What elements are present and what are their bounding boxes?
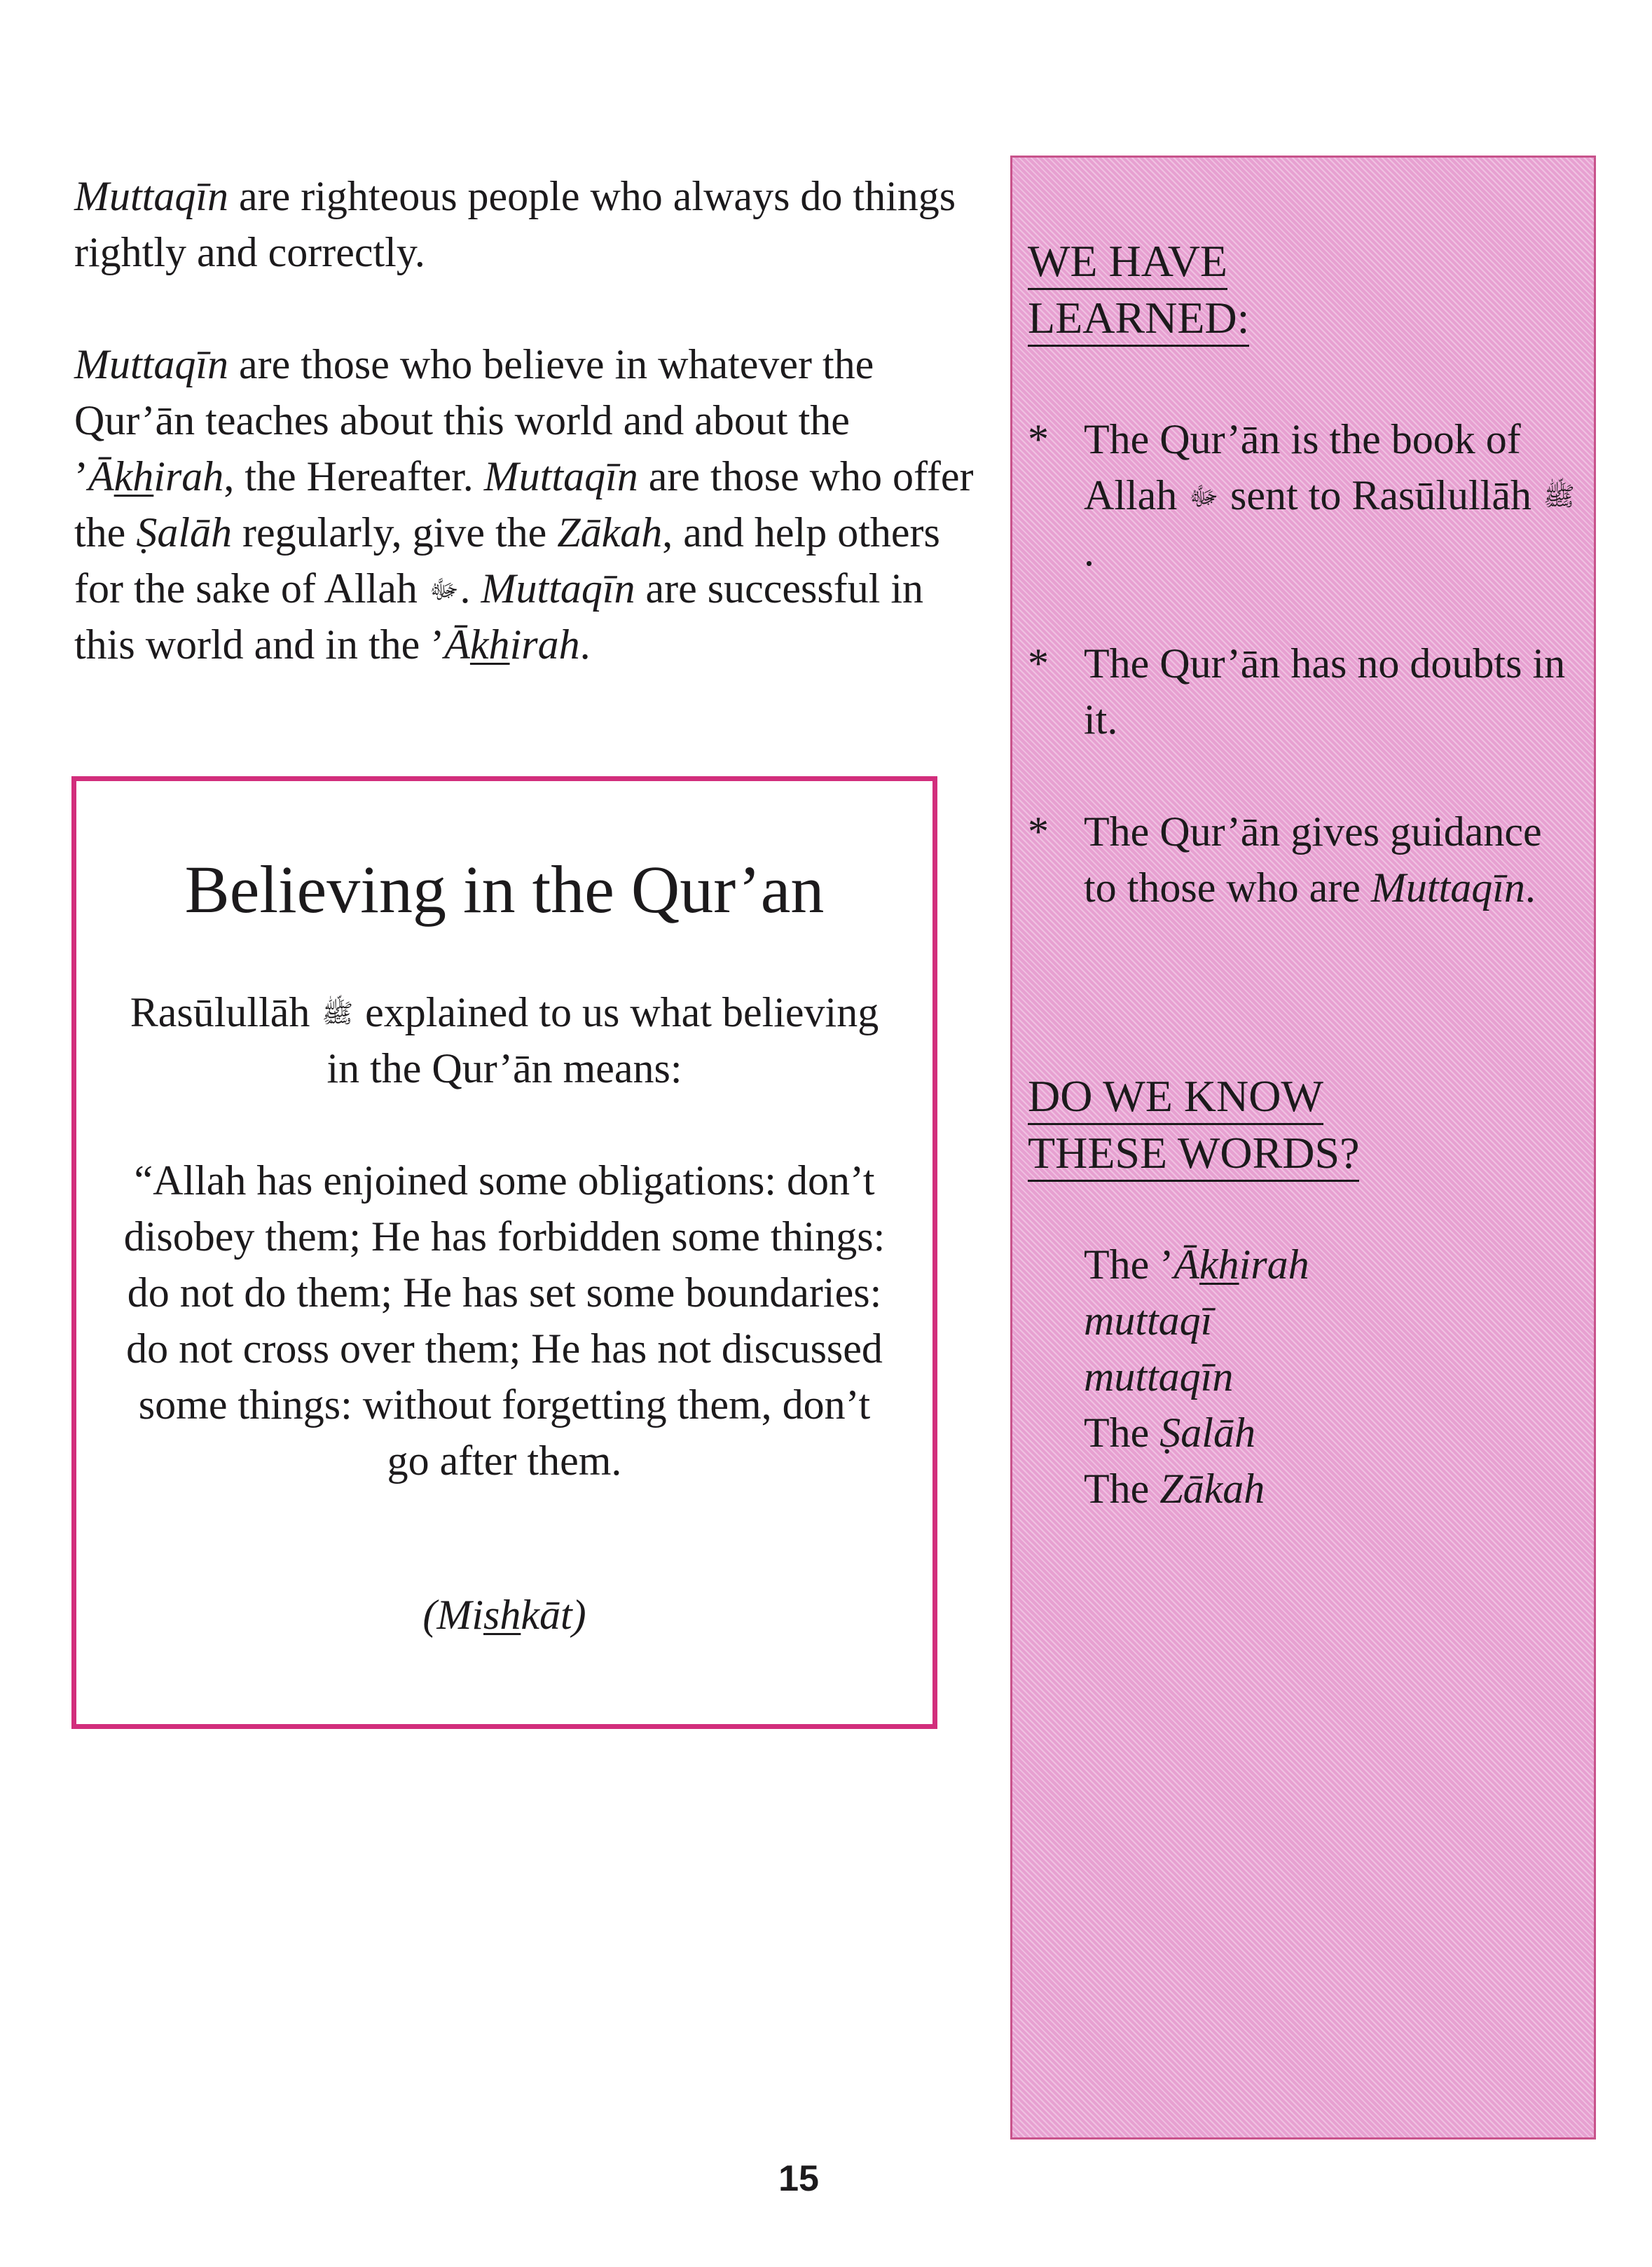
intro-text: Rasūlullāh — [130, 989, 321, 1035]
paragraph-text: , and help others for the sake of Allah — [74, 509, 940, 612]
box-title: Believing in the Qur’an — [184, 852, 825, 927]
bullet-star: * — [1028, 808, 1049, 855]
paragraph-text: are those who believe in whatever the Qur’ān teaches about this world and about the ’ — [74, 341, 874, 499]
list-item — [1028, 804, 1580, 916]
term-muttaqin: Muttaqīn — [74, 341, 228, 387]
honorific-prophet: ﷺ — [1543, 481, 1575, 512]
list-item — [1028, 635, 1580, 747]
item-text: The Qur’ān has no doubts in it. — [1084, 640, 1566, 743]
item-text: . — [1524, 864, 1536, 911]
honorific-prophet: ﷺ — [322, 998, 354, 1029]
learned-list — [1028, 411, 1580, 916]
term-muttaqin: Muttaqīn — [483, 453, 638, 499]
source-part: (Mi — [422, 1592, 483, 1638]
summary-sidebar — [1010, 156, 1596, 2139]
paragraph-text: . — [579, 621, 591, 668]
source-part: sh — [483, 1592, 521, 1638]
term-muttaqin: Muttaqīn — [1370, 864, 1525, 911]
bullet-star: * — [1028, 416, 1049, 462]
vocab-item — [1084, 1293, 1309, 1349]
item-text: sent to Rasūlullāh — [1220, 472, 1542, 518]
box-intro — [118, 984, 890, 1096]
paragraph-description — [74, 336, 985, 673]
term-zakah: Zākah — [557, 509, 663, 556]
heading-line: WE HAVE — [1028, 235, 1227, 290]
paragraph-text: , the Hereafter. — [223, 453, 484, 499]
heading-we-have-learned — [1028, 233, 1249, 347]
vocab-item — [1084, 1461, 1309, 1517]
hadith-box — [71, 776, 937, 1729]
term-part: Ā — [444, 621, 470, 668]
vocab-text: Zākah — [1159, 1466, 1265, 1512]
term-part: irah — [153, 453, 224, 499]
main-text — [74, 168, 985, 673]
list-item — [1028, 411, 1580, 579]
term-muttaqin: Muttaqīn — [481, 565, 635, 612]
vocab-text: Ṣalāh — [1159, 1410, 1255, 1456]
paragraph-text: . — [460, 565, 481, 612]
vocab-text: The — [1084, 1410, 1160, 1456]
paragraph-text: are those who offer the — [74, 453, 974, 556]
item-text: . — [1084, 528, 1094, 574]
honorific-allah: ﷻ — [1189, 481, 1219, 512]
source-part: kāt) — [521, 1592, 586, 1638]
vocab-item — [1084, 1349, 1309, 1405]
vocab-text: muttaqī — [1084, 1297, 1213, 1344]
item-text: The Qur’ān is the book of Allah — [1084, 416, 1521, 518]
vocab-item — [1084, 1236, 1309, 1293]
term-akhirah — [88, 453, 223, 499]
vocab-text: muttaqīn — [1084, 1353, 1234, 1400]
vocab-text: The — [1084, 1466, 1160, 1512]
term-muttaqin: Muttaqīn — [74, 173, 228, 219]
term-part: Ā — [1173, 1241, 1199, 1288]
term-part: irah — [509, 621, 580, 668]
heading-line: LEARNED: — [1028, 291, 1249, 347]
term-part: irah — [1239, 1241, 1309, 1288]
paragraph-text: regularly, give the — [231, 509, 558, 556]
hadith-quote: “Allah has enjoined some obligations: don’t disobey them; He has forbidden some things: do not do them; He has set some boundaries: do not cross over them; He has not discussed some things: without forgetting them, don’t go after them. — [123, 1157, 886, 1484]
heading-do-we-know — [1028, 1068, 1359, 1182]
term-part: kh — [1199, 1241, 1239, 1288]
intro-text: explained to us what believing in the Qur’ān means: — [326, 989, 879, 1091]
paragraph-definition — [74, 168, 985, 280]
paragraph-text: are successful in this world and in the ’ — [74, 565, 924, 668]
vocab-text: The ’ — [1084, 1241, 1174, 1288]
term-akhirah — [444, 621, 579, 668]
term-salah: Ṣalāh — [136, 509, 232, 556]
term-part: Ā — [88, 453, 114, 499]
vocab-item — [1084, 1405, 1309, 1461]
hadith-source — [76, 1587, 932, 1643]
vocabulary-list — [1084, 1236, 1309, 1517]
item-text: The Qur’ān gives guidance to those who are — [1084, 808, 1542, 911]
term-part: kh — [113, 453, 154, 499]
honorific-allah: ﷻ — [429, 574, 459, 605]
term-part: kh — [469, 621, 510, 668]
heading-line: THESE WORDS? — [1028, 1126, 1359, 1182]
term-akhirah — [1173, 1241, 1309, 1288]
bullet-star: * — [1028, 640, 1049, 687]
heading-line: DO WE KNOW — [1028, 1070, 1323, 1125]
page-number: 15 — [778, 2158, 819, 2199]
paragraph-text: are righteous people who always do things rightly and correctly. — [74, 173, 956, 275]
